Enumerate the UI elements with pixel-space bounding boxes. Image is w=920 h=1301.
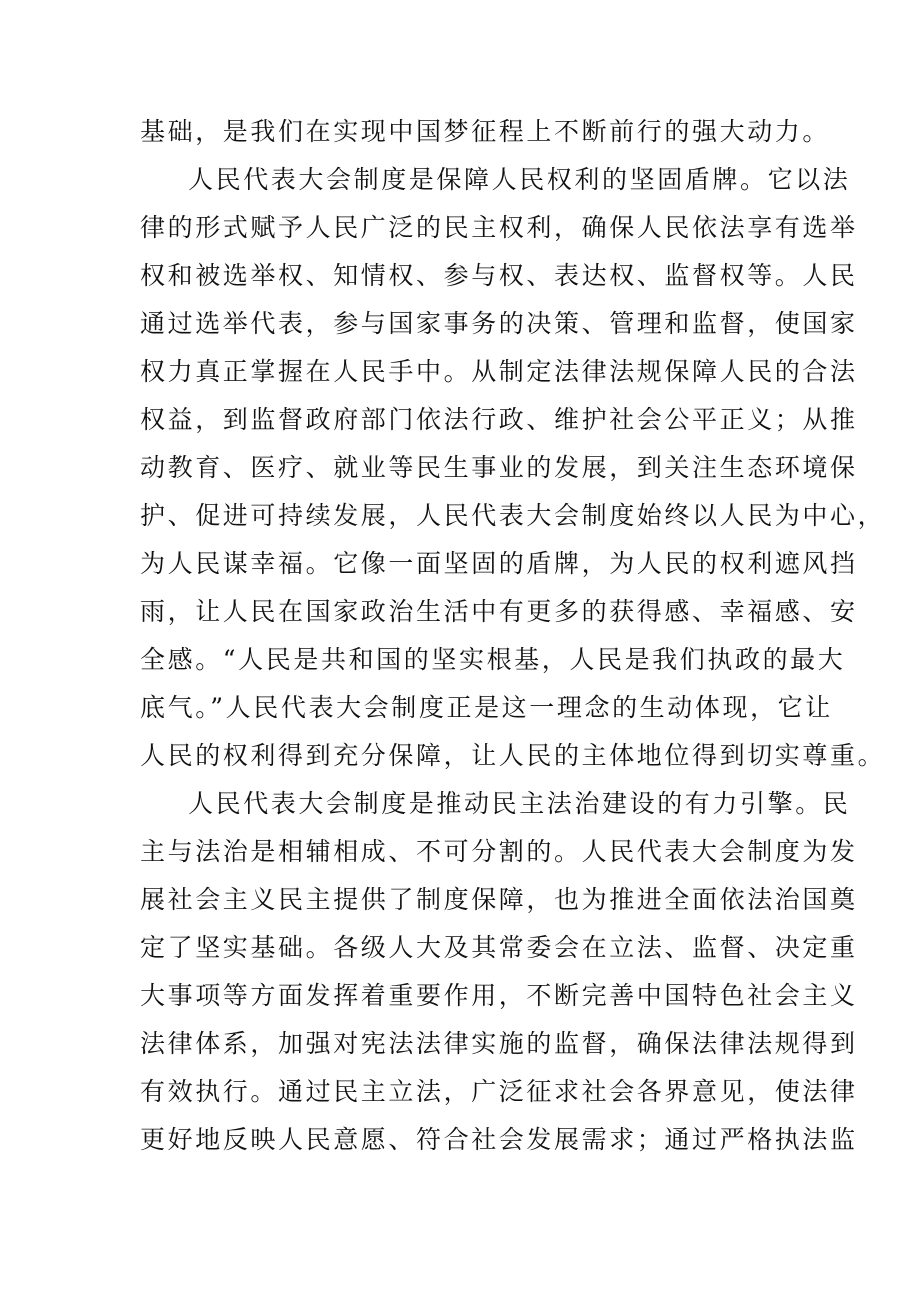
text-line: 法律体系，加强对宪法法律实施的监督，确保法律法规得到 xyxy=(140,1029,858,1058)
text-line: 动教育、医疗、就业等民生事业的发展，到关注生态环境保 xyxy=(140,453,858,482)
paragraph-start-line: 人民代表大会制度是推动民主法治建设的有力引擎。民 xyxy=(188,789,851,818)
text-line: 权和被选举权、知情权、参与权、表达权、监督权等。人民 xyxy=(140,261,858,290)
text-line: 展社会主义民主提供了制度保障，也为推进全面依法治国奠 xyxy=(140,885,858,914)
text-line: 人民的权利得到充分保障，让人民的主体地位得到切实尊重。 xyxy=(140,741,886,770)
text-line: 有效执行。通过民主立法，广泛征求社会各界意见，使法律 xyxy=(140,1077,858,1106)
text-line: 基础，是我们在实现中国梦征程上不断前行的强大动力。 xyxy=(140,117,831,146)
text-line: 更好地反映人民意愿、符合社会发展需求；通过严格执法监 xyxy=(140,1125,858,1154)
text-line: 主与法治是相辅相成、不可分割的。人民代表大会制度为发 xyxy=(140,837,858,866)
text-line: 雨，让人民在国家政治生活中有更多的获得感、幸福感、安 xyxy=(140,597,858,626)
text-line: 全感。“人民是共和国的坚实根基，人民是我们执政的最大 xyxy=(140,645,846,674)
text-line: 为人民谋幸福。它像一面坚固的盾牌，为人民的权利遮风挡 xyxy=(140,549,858,578)
text-line: 权益，到监督政府部门依法行政、维护社会公平正义；从推 xyxy=(140,405,858,434)
text-line: 大事项等方面发挥着重要作用，不断完善中国特色社会主义 xyxy=(140,981,858,1010)
text-line: 律的形式赋予人民广泛的民主权利，确保人民依法享有选举 xyxy=(140,213,858,242)
text-line: 护、促进可持续发展，人民代表大会制度始终以人民为中心， xyxy=(140,501,886,530)
text-line: 通过选举代表，参与国家事务的决策、管理和监督，使国家 xyxy=(140,309,858,338)
text-line: 权力真正掌握在人民手中。从制定法律法规保障人民的合法 xyxy=(140,357,858,386)
text-line: 定了坚实基础。各级人大及其常委会在立法、监督、决定重 xyxy=(140,933,858,962)
paragraph-start-line: 人民代表大会制度是保障人民权利的坚固盾牌。它以法 xyxy=(188,165,851,194)
text-line: 底气。”人民代表大会制度正是这一理念的生动体现，它让 xyxy=(140,693,833,722)
